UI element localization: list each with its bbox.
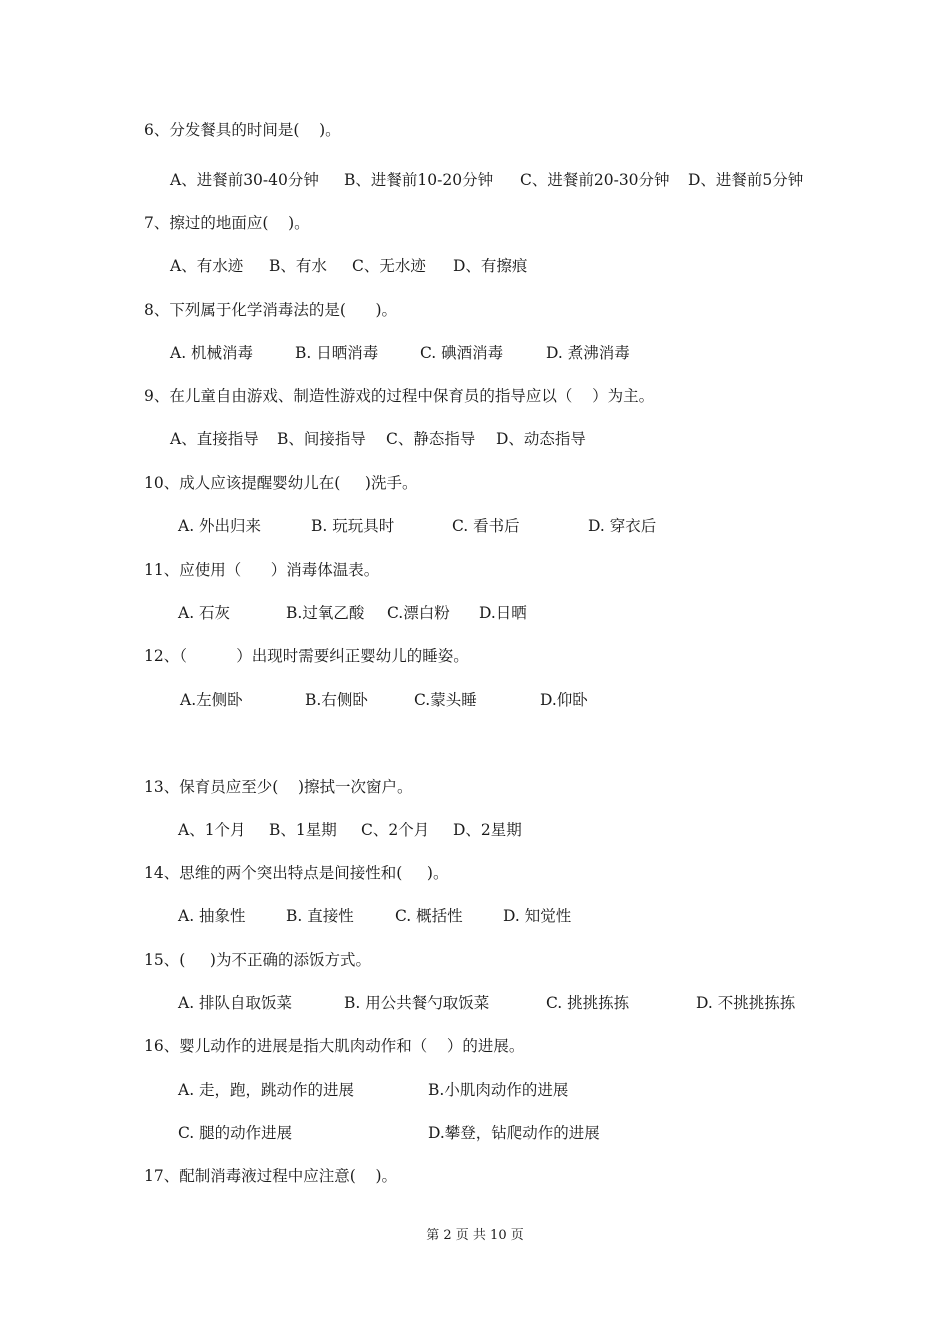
question-12-options: [0, 686, 950, 714]
question-stem: 10、成人应该提醒婴幼儿在( )洗手。: [144, 474, 418, 492]
question-9-options: [0, 425, 950, 453]
option-a: A. 石灰: [178, 604, 231, 622]
option-d: D.仰卧: [540, 691, 588, 709]
option-d: D.攀登，钻爬动作的进展: [428, 1124, 600, 1142]
option-d: D.日晒: [479, 604, 527, 622]
question-stem: 11、应使用（ ）消毒体温表。: [144, 561, 380, 579]
option-a: A. 抽象性: [178, 907, 246, 925]
question-16-options-row1: [0, 1076, 950, 1104]
option-b: B、间接指导: [277, 430, 366, 448]
question-9: [0, 382, 950, 410]
option-d: D. 穿衣后: [588, 517, 657, 535]
option-c: C. 碘酒消毒: [420, 344, 504, 362]
question-11: [0, 556, 950, 584]
question-7: [0, 209, 950, 237]
question-6: [0, 116, 950, 144]
option-a: A. 外出归来: [178, 517, 262, 535]
question-8-options: [0, 339, 950, 367]
question-stem: 9、在儿童自由游戏、制造性游戏的过程中保育员的指导应以（ ）为主。: [144, 387, 655, 405]
option-b: B. 直接性: [286, 907, 354, 925]
question-13: [0, 773, 950, 801]
option-b: B. 日晒消毒: [295, 344, 379, 362]
question-10: [0, 469, 950, 497]
option-c: C、2个月: [361, 821, 430, 839]
option-d: D、进餐前5分钟: [688, 171, 804, 189]
question-stem: 14、思维的两个突出特点是间接性和( )。: [144, 864, 449, 882]
option-b: B.过氧乙酸: [286, 604, 365, 622]
question-stem: 8、下列属于化学消毒法的是( )。: [144, 301, 398, 319]
option-c: C. 腿的动作进展: [178, 1124, 293, 1142]
question-stem: 13、保育员应至少( )擦拭一次窗户。: [144, 778, 413, 796]
option-c: C、进餐前20-30分钟: [520, 171, 670, 189]
question-14: [0, 859, 950, 887]
question-7-options: [0, 252, 950, 280]
option-a: A. 机械消毒: [170, 344, 254, 362]
option-b: B. 玩玩具时: [311, 517, 395, 535]
option-b: B.右侧卧: [305, 691, 368, 709]
option-c: C、无水迹: [352, 257, 426, 275]
option-d: D、有擦痕: [453, 257, 528, 275]
question-11-options: [0, 599, 950, 627]
question-16-options-row2: [0, 1119, 950, 1147]
option-c: C. 看书后: [452, 517, 520, 535]
option-b: B. 用公共餐勺取饭菜: [344, 994, 490, 1012]
option-b: B、有水: [269, 257, 327, 275]
option-d: D、2星期: [453, 821, 522, 839]
option-c: C.漂白粉: [387, 604, 450, 622]
question-stem: 6、分发餐具的时间是( )。: [144, 121, 341, 139]
option-a: A. 走，跑，跳动作的进展: [178, 1081, 355, 1099]
option-d: D. 知觉性: [503, 907, 572, 925]
option-b: B、进餐前10-20分钟: [344, 171, 494, 189]
option-a: A、进餐前30-40分钟: [170, 171, 319, 189]
page-footer: 第 2 页 共 10 页: [426, 1228, 524, 1243]
question-stem: 7、擦过的地面应( )。: [144, 214, 310, 232]
option-a: A. 排队自取饭菜: [178, 994, 293, 1012]
question-10-options: [0, 512, 950, 540]
question-stem: 12、（ ）出现时需要纠正婴幼儿的睡姿。: [144, 647, 469, 665]
option-c: C. 概括性: [395, 907, 463, 925]
option-a: A、直接指导: [170, 430, 259, 448]
option-d: D. 煮沸消毒: [546, 344, 630, 362]
question-13-options: [0, 816, 950, 844]
option-a: A、有水迹: [170, 257, 244, 275]
question-14-options: [0, 902, 950, 930]
option-d: D. 不挑挑拣拣: [696, 994, 796, 1012]
question-stem: 17、配制消毒液过程中应注意( )。: [144, 1167, 398, 1185]
option-b: B、1星期: [269, 821, 337, 839]
question-6-options: [0, 166, 950, 194]
question-15: [0, 946, 950, 974]
question-17: [0, 1162, 950, 1190]
question-15-options: [0, 989, 950, 1017]
option-a: A、1个月: [178, 821, 246, 839]
question-stem: 16、婴儿动作的进展是指大肌肉动作和（ ）的进展。: [144, 1037, 525, 1055]
question-12: [0, 642, 950, 670]
option-d: D、动态指导: [496, 430, 586, 448]
question-16: [0, 1032, 950, 1060]
question-8: [0, 296, 950, 324]
option-c: C.蒙头睡: [414, 691, 477, 709]
option-a: A.左侧卧: [180, 691, 243, 709]
option-c: C. 挑挑拣拣: [546, 994, 630, 1012]
question-stem: 15、( )为不正确的添饭方式。: [144, 951, 371, 969]
option-c: C、静态指导: [386, 430, 476, 448]
option-b: B.小肌肉动作的进展: [428, 1081, 569, 1099]
